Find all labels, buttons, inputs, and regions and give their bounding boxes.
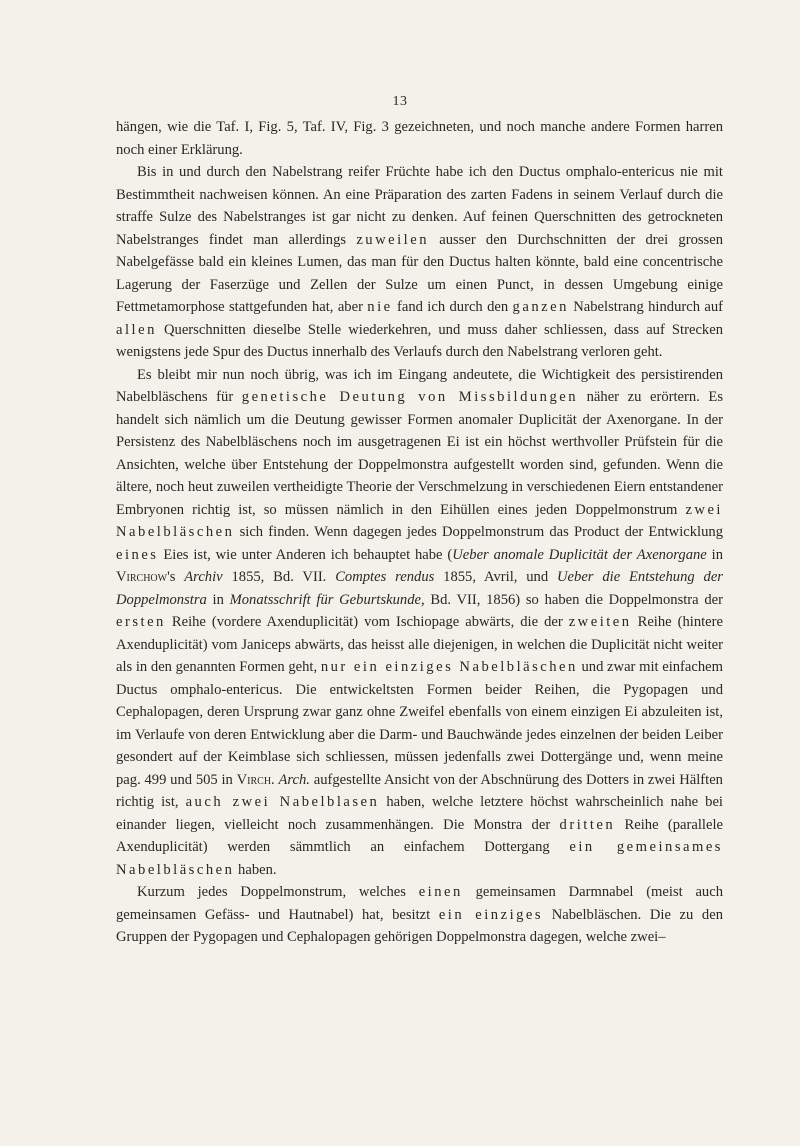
text-run: haben, welche letztere höchst wahrscheinlich nahe bei einander liegen, vielleicht noch zusammenhängen. Die Monstra der [116, 794, 723, 833]
paragraph [116, 881, 723, 949]
text-italic: Archiv [184, 569, 223, 585]
text-run: ausser den Durchschnitten der drei grossen Nabelgefässe bald ein kleines Lumen, das man für den Ductus halten könnte, bald eine concentrische Lagerung der Faserzüge und Zellen der Sulze um einen Punct, in dessen Umgebung einige Fettmetamorphose stattgefunden hat, aber [116, 231, 723, 315]
text-run: Bis in und durch den Nabelstrang reifer Früchte habe ich den Ductus omphalo-entericus nie mit Bestimmtheit nachweisen können. An eine Präparation des zarten Fadens in seinem Verlauf durch die straffe Sulze des Nabelstranges ist gar nicht zu denken. Auf feinen Querschnitten des getrockneten Nabelstranges findet man allerdings [116, 164, 723, 248]
text-run: näher zu erörtern. Es handelt sich nämlich um die Deutung gewisser Formen anomaler Duplicität der Axenorgane. In der Persistenz des Nabelbläschens noch im ausgetragenen Ei ist ein höchst werthvoller Prüfstein für die Ansichten, welche über Entstehung der Doppelmonstra aufgestellt worden sind, gefunden. Wenn die ältere, noch heut zuweilen vertheidigte Theorie der Verschmelzung in verschiedenen Eiern entstandener Embryonen richtig ist, so müssen nämlich in den Eihüllen eines jeden Doppelmonstrum [116, 389, 723, 518]
text-run: Eies ist, wie unter Anderen ich behauptet habe ( [158, 546, 453, 563]
paragraph [116, 161, 723, 364]
text-run: Bd. VII, 1856) so haben die Doppelmonstra der [424, 591, 723, 608]
text-spaced: genetische Deutung von Missbildungen [241, 389, 579, 405]
text-run: in [206, 591, 230, 608]
text-run: sich finden. Wenn dagegen jedes Doppelmonstrum das Product der Entwicklung [234, 524, 723, 540]
text-spaced: einen [418, 884, 463, 900]
text-run: 1855, Bd. VII. [222, 569, 336, 585]
text-run: in [706, 546, 723, 563]
text-run: haben. [234, 861, 277, 878]
text-run: Reihe (parallele Axenduplicität) werden sämmtlich an einfachem Dottergang [116, 816, 723, 855]
text-run: Reihe (vordere Axenduplicität) vom Ischiopage abwärts, die der [165, 614, 569, 630]
text-spaced: ersten [116, 614, 166, 630]
text-run: Reihe (hintere Axenduplicität) vom Janiceps abwärts, das heisst alle diejenigen, in welchen die Duplicität nicht weiter als in den genannten Formen geht, [116, 614, 723, 675]
text-spaced: ganzen [512, 299, 569, 315]
text-smallcaps: Virchow [116, 569, 168, 585]
text-run: aufgestellte Ansicht von der Abschnürung des Dotters in zwei Hälften richtig ist, [116, 771, 723, 810]
text-run: 1855, Avril, und [434, 569, 558, 585]
body-text [116, 116, 723, 949]
text-italic: Arch. [278, 771, 310, 788]
text-spaced: zwei Nabelbläschen [116, 501, 723, 540]
text-spaced: zweiten [568, 614, 632, 630]
text-spaced: ein einziges [438, 906, 544, 923]
text-run: Es bleibt mir nun noch übrig, was ich im Eingang andeutete, die Wichtigkeit des persistirenden Nabelbläschens für [116, 366, 723, 405]
text-run: Nabelbläschen. Die zu den Gruppen der Pygopagen und Cephalopagen gehörigen Doppelmonstra dagegen, welche zwei– [116, 906, 724, 945]
text-spaced: ein gemeinsames Nabelbläschen [116, 839, 723, 878]
text-spaced: zuweilen [356, 231, 429, 248]
text-spaced: dritten [559, 816, 616, 833]
text-run: und zwar mit einfachem Ductus omphalo-entericus. Die entwickeltsten Formen beider Reihen, die Pygopagen und Cephalopagen, deren Ursprung zwar ganz ohne Zweifel ebenfalls von einem einzigen Ei abzuleiten ist, im Verlaufe von deren Entwicklung aber die Darm- und Bauchwände jedes einzelnen der beiden Leiber gesondert auf der Keimblase sich schliessen, müssen jedenfalls zwei Dottergänge und, wenn meine pag. 499 und 505 in [116, 659, 723, 788]
text-spaced: nur ein einziges Nabelbläschen [320, 659, 578, 675]
text-spaced: auch zwei Nabelblasen [185, 794, 380, 810]
text-italic: Comptes rendus [335, 569, 435, 585]
text-run: Querschnitten dieselbe Stelle wiederkehren, und muss daher schliessen, dass auf Strecken wenigstens jede Spur des Ductus innerhalb des Verlaufs durch den Nabelstrang verloren geht. [116, 321, 723, 360]
text-run: Kurzum jedes Doppelmonstrum, welches [137, 884, 419, 900]
text-run: hängen, wie die Taf. I, Fig. 5, Taf. IV, Fig. 3 gezeichneten, und noch manche andere Formen harren noch einer Erklärung. [116, 119, 723, 158]
paragraph [116, 364, 723, 882]
text-spaced: nie [367, 299, 393, 315]
text-run: 's [167, 569, 185, 585]
text-run: gemeinsamen Darmnabel (meist auch gemeinsamen Gefäss- und Hautnabel) hat, besitzt [116, 884, 723, 923]
text-run: fand ich durch den [392, 299, 513, 315]
text-run: Nabelstrang hindurch auf [568, 299, 723, 315]
text-italic: Ueber die Entstehung der Doppelmonstra [116, 569, 723, 608]
page-number: 13 [392, 94, 408, 109]
text-spaced: allen [116, 321, 157, 338]
text-smallcaps: Virch. [236, 771, 275, 788]
text-italic: Monatsschrift für Geburtskunde, [229, 591, 425, 608]
paragraph [116, 116, 723, 161]
text-italic: Ueber anomale Duplicität der Axenorgane [452, 546, 707, 563]
text-spaced: eines [116, 546, 159, 563]
